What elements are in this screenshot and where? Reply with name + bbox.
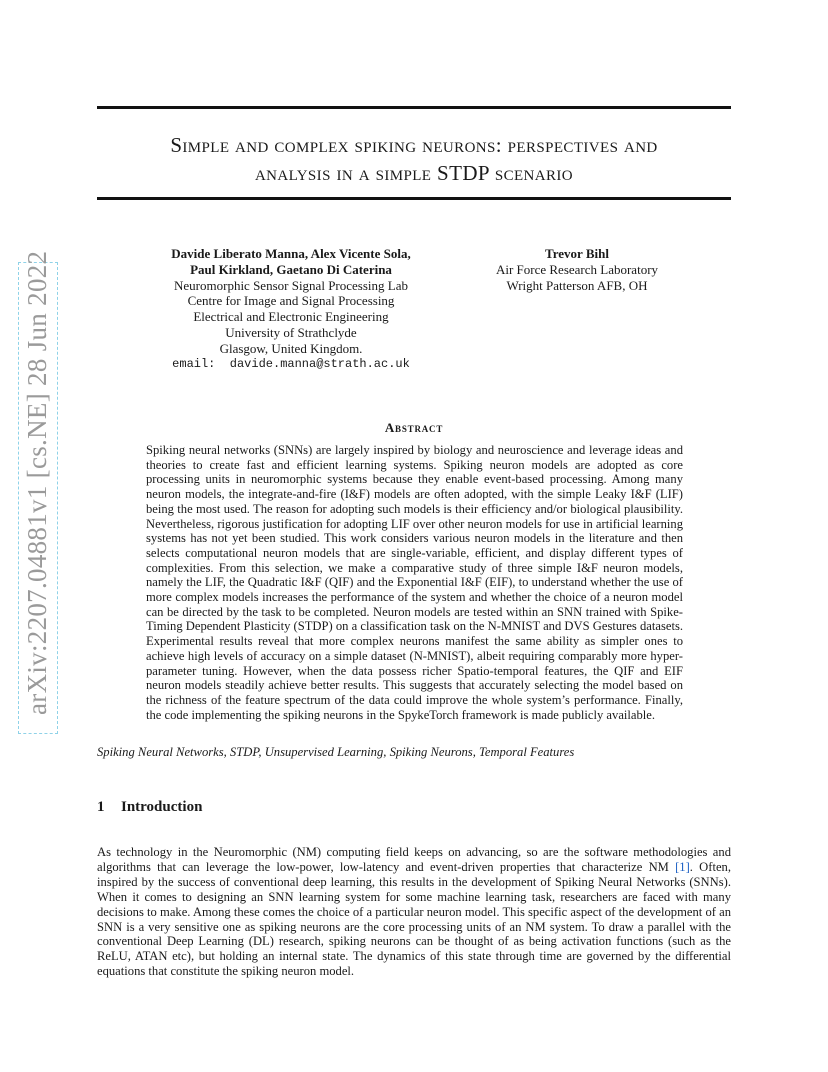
affiliation-line: Neuromorphic Sensor Signal Processing Lab [174,277,408,293]
section-number: 1 [97,799,105,815]
paper-title-line-2: analysis in a simple STDP scenario [254,161,574,185]
affiliation-line: Glasgow, United Kingdom. [219,340,363,356]
author-names-line-2: Paul Kirkland, Gaetano Di Caterina [190,261,392,277]
intro-text-part-2: . Often, inspired by the success of conventional deep learning, this results in the development of Spiking Neural Networks (SNNs). When it comes to designing an SNN learning system for some machine learning task, researchers are faced with many decisions to make. Among these comes the choice of a particular neuron model. This specific aspect of the development of an SNN is a very sensitive one as spiking neurons are the core processing units of an NM system. To draw a parallel with the conventional Deep Learning (DL) research, spiking neurons can be thought of as being activation functions (such as the ReLU, ATAN etc), but holding an internal state. The dynamics of this state through time are governed by the differential equations that constitute the spiking neuron model. [97,859,731,979]
intro-text-part-1: As technology in the Neuromorphic (NM) computing field keeps on advancing, so are the software methodologies and algorithms that can leverage the low-power, low-latency and event-driven properties that characterize NM [97,845,731,874]
title-rule-top [97,106,731,109]
keywords: Spiking Neural Networks, STDP, Unsupervised Learning, Spiking Neurons, Temporal Features [97,745,575,759]
section-heading [97,799,202,816]
affiliation-line: Air Force Research Laboratory [495,261,659,277]
introduction-text [97,845,731,979]
author-block-left [140,246,442,372]
arxiv-identifier[interactable]: arXiv:2207.04881v1 [cs.NE] 28 Jun 2022 [22,250,52,715]
author-names-line-1: Davide Liberato Manna, Alex Vicente Sola, [171,246,411,261]
citation-link[interactable]: [1] [675,859,690,874]
affiliation-line: University of Strathclyde [225,324,357,340]
section-title: Introduction [121,799,203,815]
affiliation-line: Centre for Image and Signal Processing [187,293,395,309]
author-block-right [462,246,692,293]
affiliation-line: Electrical and Electronic Engineering [193,309,389,325]
abstract-text: Spiking neural networks (SNNs) are largely inspired by biology and neuroscience and leverage ideas and theories to create fast and efficient learning systems. Spiking neuron models are adopted as core processing units in neuromorphic systems because they enable event-based processing. Among many neuron models, the integrate-and-fire (I&F) models are often adopted, with the simple Leaky I&F (LIF) being the most used. The reason for adopting such models is their efficiency and/or biological plausibility. Nevertheless, rigorous justification for adopting LIF over other neuron models for use in artificial learning systems has not yet been studied. This work considers various neuron models in the literature and then selects computational neuron models that are single-variable, efficient, and display different types of complexities. From this selection, we make a comparative study of three simple I&F neuron models, namely the LIF, the Quadratic I&F (QIF) and the Exponential I&F (EIF), to understand whether the use of more complex models increases the performance of the system and whether the choice of a neuron model can be directed by the task to be completed. Neuron models are tested within an SNN trained with Spike-Timing Dependent Plasticity (STDP) on a classification task on the N-MNIST and DVS Gestures datasets. Experimental results reveal that more complex neurons manifest the same ability as simpler ones to achieve high levels of accuracy on a simple dataset (N-MNIST), albeit requiring comparably more hyper-parameter tuning. However, when the data possess richer Spatio-temporal features, the QIF and EIF neuron models steadily achieve better results. This suggests that accurately selecting the model based on the richness of the feature spectrum of the data could improve the whole system’s performance. Finally, the code implementing the spiking neurons in the SpykeTorch framework is made publicly available. [146,443,683,722]
author-name: Trevor Bihl [545,246,609,261]
affiliation-line: Wright Patterson AFB, OH [506,277,648,293]
author-email[interactable]: email: davide.manna@strath.ac.uk [172,356,410,371]
abstract-heading: Abstract [384,420,444,435]
title-rule-bottom [97,197,731,200]
paper-title-line-1: Simple and complex spiking neurons: perspectives and [170,133,658,157]
